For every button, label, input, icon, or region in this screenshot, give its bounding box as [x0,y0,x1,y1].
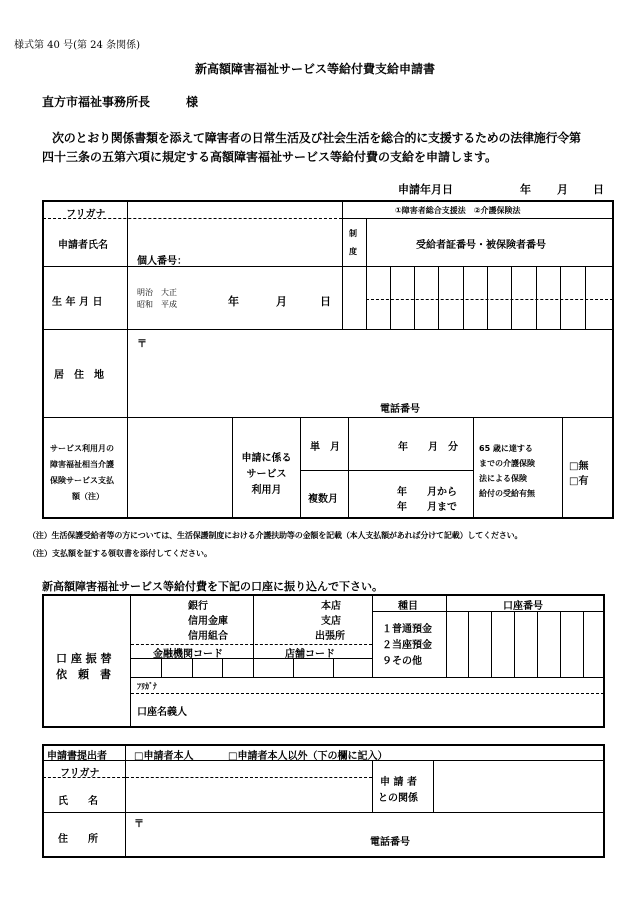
service-label-1: サービス利用月の [50,444,114,453]
inst-type-bank: 銀行 [188,601,208,612]
submitter-self-checkbox[interactable]: □申請者本人 [134,751,194,762]
single-month-value: 年 月 分 [398,442,458,453]
submitter-phone-label: 電話番号 [370,837,410,848]
month-label-1: 申請に係る [241,453,292,464]
submitter-furigana-label: フリガナ [60,768,100,779]
multi-month-label: 複数月 [308,494,338,505]
service-label-4: 額（注） [72,492,104,501]
phone-label: 電話番号 [380,404,420,415]
birth-month: 月 [276,295,287,308]
service-label-3: 保険サービス支払 [50,476,114,485]
relation-label-1: 申 請 者 [380,777,417,788]
multi-month-to: 年 月まで [397,502,457,513]
date-month: 月 [557,183,568,196]
care-line-3: 法による保険 [479,474,527,483]
system-label-2: 度 [349,247,357,256]
address-label: 居 住 地 [54,370,104,381]
holder-furigana-label: ﾌﾘｶﾞﾅ [137,682,157,691]
bank-label-1: 口 座 振 替 [56,652,112,665]
account-type-current[interactable]: ２当座預金 [382,640,432,651]
era-heisei: 平成 [161,300,177,309]
inst-type-credit-union: 信用組合 [188,631,228,642]
note-2: （注）支払額を証する領収書を添付してください。 [28,549,212,558]
bank-intro: 新高額障害福祉サービス等給付費を下記の口座に振り込んで下さい。 [42,580,383,593]
branch-type-branch: 支店 [321,616,341,627]
service-label-2: 障害福祉相当介護 [50,460,114,469]
birth-day: 日 [320,295,331,308]
addressee-honorific: 様 [186,95,199,109]
era-meiji: 明治 [137,288,153,297]
furigana-label: フリガナ [66,209,106,220]
care-none-checkbox[interactable]: □無 [569,461,589,472]
insurance-options: ①障害者総合支援法 ②介護保険法 [395,206,521,215]
submitter-label: 申請書提出者 [47,751,107,762]
branch-code-label: 店舗コード [285,649,335,660]
care-yes-checkbox[interactable]: □有 [569,476,589,487]
month-label-2: サービス [246,469,287,480]
relation-label-2: との関係 [378,793,418,804]
account-type-other[interactable]: ９その他 [382,656,422,667]
multi-month-from: 年 月から [397,487,457,498]
month-label-3: 利用月 [251,485,282,496]
bank-label-2: 依 頼 書 [56,668,111,681]
submitter-postal-mark: 〒 [134,819,144,830]
care-line-1: 65 歳に達する [479,444,533,453]
submitter-other-checkbox[interactable]: □申請者本人以外（下の欄に記入） [228,751,388,762]
date-day: 日 [593,183,604,196]
recipient-number-label: 受給者証番号・被保険者番号 [416,240,546,251]
account-type-header: 種目 [398,601,418,612]
addressee-name: 直方市福祉事務所長 [42,95,151,109]
birth-year: 年 [228,295,239,308]
intro-line-2: 四十三条の五第六項に規定する高額障害福祉サービス等給付費の支給を申請します。 [42,150,498,164]
holder-label: 口座名義人 [137,707,187,718]
era-showa: 昭和 [137,300,153,309]
date-year: 年 [520,183,531,196]
submitter-name-label: 氏 名 [58,796,98,807]
branch-type-office: 出張所 [315,631,345,642]
account-number-header: 口座番号 [503,601,543,612]
branch-type-main: 本店 [321,601,341,612]
era-taisho: 大正 [161,288,177,297]
care-line-2: までの介護保険 [479,459,535,468]
my-number-label: 個人番号： [137,256,187,267]
note-1: （注）生活保護受給者等の方については、生活保護制度における介護扶助等の金額を記載（本人支払額があれば分けて記載）してください。 [28,531,523,540]
inst-type-credit-bank: 信用金庫 [188,616,228,627]
submitter-address-label: 住 所 [58,834,98,845]
system-label-1: 制 [349,229,357,238]
birth-label: 生 年 月 日 [52,297,103,308]
applicant-name-label: 申請者氏名 [58,240,108,251]
postal-mark: 〒 [137,339,147,350]
account-type-ordinary[interactable]: １普通預金 [382,624,432,635]
page-title: 新高額障害福祉サービス等給付費支給申請書 [194,62,435,76]
care-line-4: 給付の受給有無 [479,489,535,498]
bank-code-label: 金融機関コード [153,649,223,660]
single-month-label: 単 月 [310,442,340,453]
date-label: 申請年月日 [398,183,453,196]
intro-line-1: 次のとおり関係書類を添えて障害者の日常生活及び社会生活を総合的に支援するための法律施行令第 [52,131,581,145]
form-code: 様式第 40 号(第 24 条関係) [14,40,140,51]
